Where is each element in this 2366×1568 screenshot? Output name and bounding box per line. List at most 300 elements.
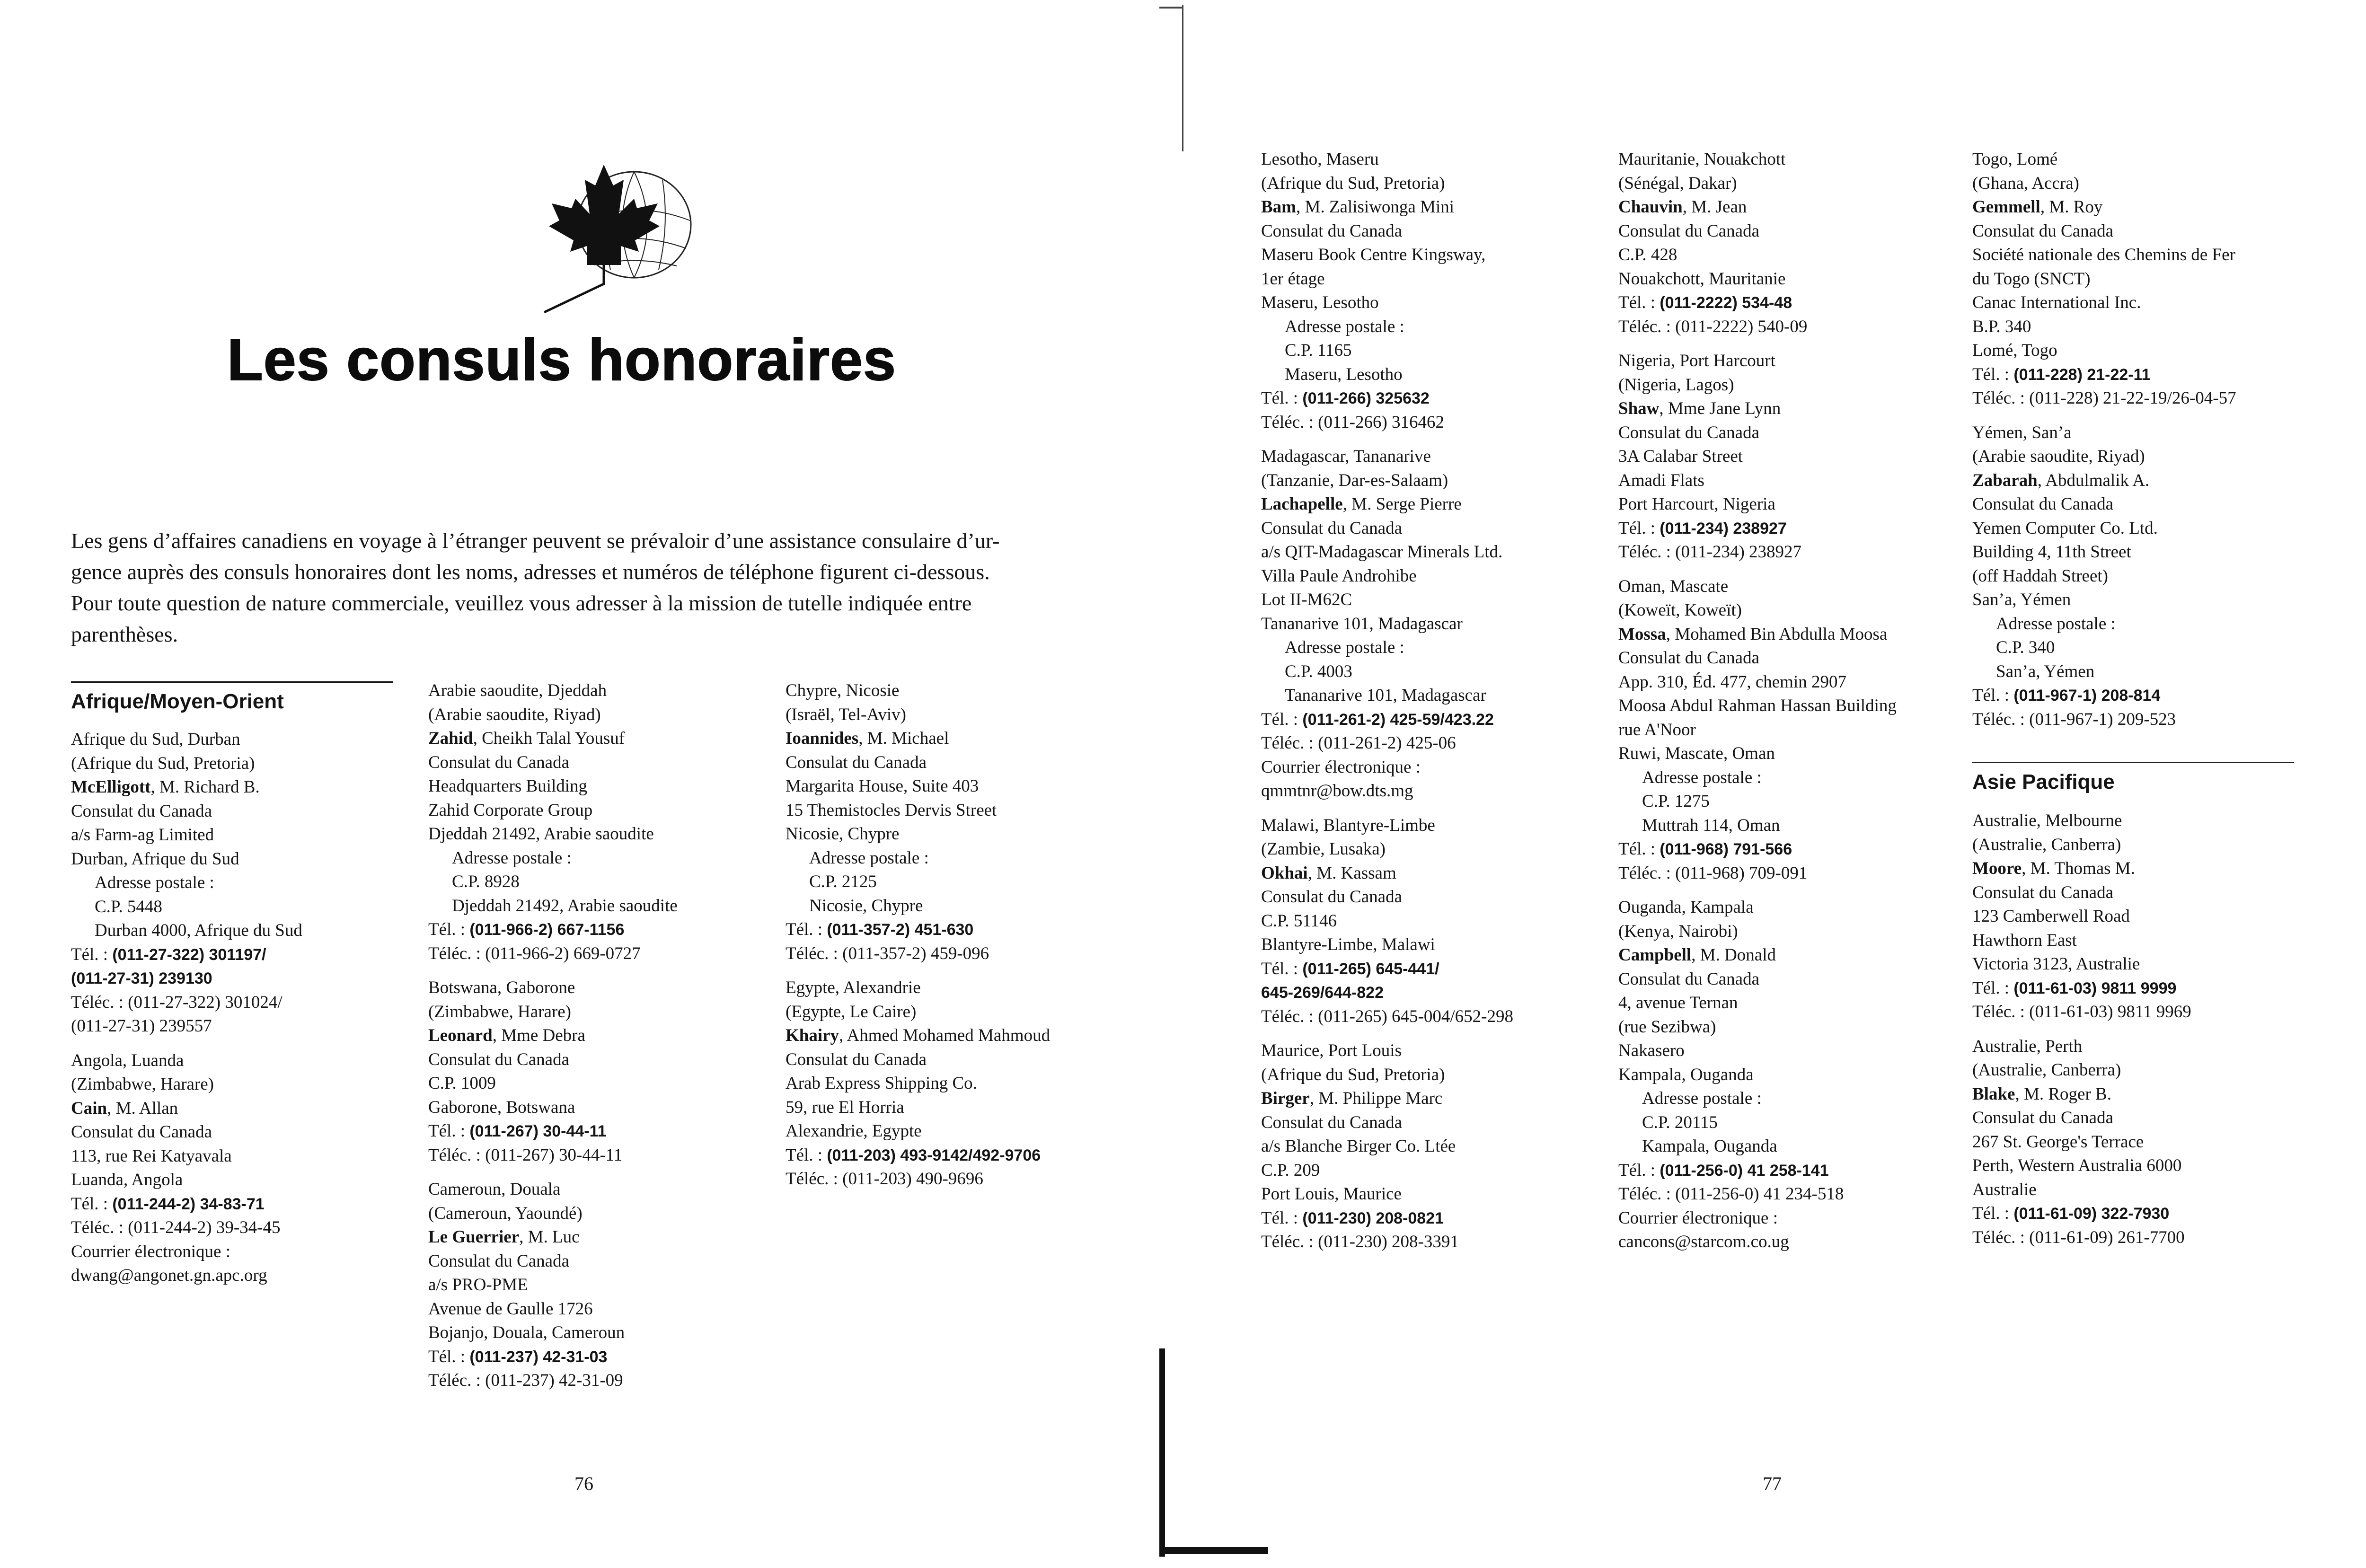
entry-text: Kampala, Ouganda [1642,1136,1777,1156]
consul-name: Zahid [428,729,473,748]
phone-label: Tél. : [786,920,827,939]
entry-text: Adresse postale : [95,873,214,892]
entry-line [428,1369,759,1393]
consul-title: , Mohamed Bin Abdulla Moosa [1666,624,1888,644]
entry-text: Tananarive 101, Madagascar [1285,686,1486,705]
entry-line [1618,837,1959,862]
entry-line [1618,148,1959,172]
entry-line [1972,833,2360,857]
consul-name: Campbell [1618,945,1692,965]
entry-text: App. 310, Éd. 477, chemin 2907 [1618,672,1846,692]
consul-name: Gemmell [1972,197,2040,217]
entry-line [1972,977,2360,1001]
entry-line [1972,660,2360,684]
entry-text: Téléc. : (011-228) 21-22-19/26-04-57 [1972,388,2236,408]
entry-text: Téléc. : (011-234) 238927 [1618,542,1802,562]
entry-text: (Israël, Tel-Aviv) [786,705,906,724]
entry-line [1261,315,1602,339]
entry-text: Maseru, Lesotho [1285,364,1403,384]
consul-name: McElligott [71,777,151,797]
entry-text: du Togo (SNCT) [1972,269,2091,289]
entry-text: Téléc. : (011-261-2) 425-06 [1261,733,1456,753]
entry-line [428,1000,759,1024]
entry-line [1618,445,1959,469]
entry-text: (Arabie saoudite, Riyad) [428,705,601,724]
entry-line [428,1178,759,1202]
entry-line [1618,172,1959,196]
entry-line [1261,837,1602,862]
entry-line [786,894,1145,918]
consul-entry [1972,421,2360,732]
entry-text: Bojanjo, Douala, Cameroun [428,1323,625,1342]
entry-line [1261,779,1602,803]
entry-text: 59, rue El Horria [786,1097,904,1117]
consul-entry [1261,445,1602,803]
entry-line [1972,291,2360,315]
entry-line [1618,349,1959,373]
entry-line [1261,684,1602,708]
entry-line [1972,172,2360,196]
phone-number: (011-27-322) 301197/ [112,945,266,964]
section-divider [71,681,393,683]
entry-text: Maseru Book Centre Kingsway, [1261,245,1486,264]
entry-line [71,1192,402,1216]
consul-title: , M. Allan [107,1098,178,1118]
entry-text: Consulat du Canada [1972,221,2114,241]
entry-text: Téléc. : (011-267) 30-44-11 [428,1145,623,1165]
entry-text: Yémen, San’a [1972,423,2072,442]
entry-text: Téléc. : (011-968) 709-091 [1618,863,1808,883]
entry-text: (Tanzanie, Dar-es-Salaam) [1261,470,1448,490]
intro-line: Les gens d’affaires canadiens en voyage à l’étranger peuvent se prévaloir d’une assistance consulaire d’ur- [71,529,1000,553]
entry-line [1261,1087,1602,1111]
phone-number: (011-968) 791-566 [1660,840,1792,858]
entry-line [428,1072,759,1096]
entry-line [786,822,1145,846]
entry-line [71,823,402,847]
entry-text: Adresse postale : [1285,638,1404,657]
entry-line [428,1119,759,1144]
entry-text: Australie, Perth [1972,1036,2083,1056]
entry-text: C.P. 209 [1261,1160,1320,1180]
entry-text: Durban, Afrique du Sud [71,849,239,869]
entry-line [1261,731,1602,756]
phone-label: Tél. : [1972,1204,2014,1223]
entry-line [1972,1202,2360,1226]
entry-line [1972,1154,2360,1178]
entry-line [1618,291,1959,315]
entry-line [1261,148,1602,172]
entry-text: C.P. 1275 [1642,792,1710,811]
entry-line [1261,1039,1602,1063]
entry-line [1972,243,2360,267]
entry-line [1972,1226,2360,1250]
entry-line [1618,718,1959,742]
phone-label: Tél. : [786,1145,827,1165]
entry-text: Adresse postale : [1642,1089,1762,1108]
entry-line [428,822,759,846]
maple-leaf-globe-icon [492,128,700,317]
entry-text: 15 Themistocles Dervis Street [786,800,997,820]
gutter-tick [1159,7,1183,9]
entry-line [1261,339,1602,363]
entry-line [428,1048,759,1072]
entry-line [1972,339,2360,363]
entry-text: dwang@angonet.gn.apc.org [71,1266,267,1285]
entry-line [1261,862,1602,886]
entry-line [1972,469,2360,493]
consul-entry [1618,148,1959,339]
entry-line [71,1073,402,1097]
directory-column [1261,148,1602,1265]
entry-text: (Egypte, Le Caire) [786,1002,917,1022]
entry-line [1618,920,1959,944]
entry-text: Headquarters Building [428,776,587,796]
entry-line [71,1240,402,1264]
entry-text: Canac International Inc. [1972,293,2141,312]
entry-text: Luanda, Angola [71,1170,183,1189]
entry-line [1261,588,1602,612]
entry-line [71,1120,402,1145]
entry-line [1618,670,1959,695]
entry-text: Madagascar, Tananarive [1261,447,1431,466]
entry-line [1261,517,1602,541]
entry-text: Port Louis, Maurice [1261,1184,1402,1204]
entry-text: Nicosie, Chypre [786,824,900,844]
entry-text: C.P. 428 [1618,245,1677,264]
entry-text: Consulat du Canada [1261,887,1403,907]
entry-text: Société nationale des Chemins de Fer [1972,245,2235,264]
entry-text: Courrier électronique : [1618,1208,1778,1228]
entry-text: Consulat du Canada [1261,221,1403,241]
entry-line [428,1321,759,1345]
entry-line [1618,421,1959,445]
consul-entry [1618,349,1959,564]
entry-line [1261,469,1602,493]
entry-line [71,943,402,967]
directory-column [786,679,1145,1202]
consul-title: , Cheikh Talal Yousuf [473,729,625,748]
consul-name: Ioannides [786,729,859,748]
entry-line [1618,862,1959,886]
intro-line: Pour toute question de nature commerciale, veuillez vous adresser à la mission de tutelle indiquée entre [71,591,972,615]
entry-text: Téléc. : (011-967-1) 209-523 [1972,709,2176,729]
section-heading-afrique-moyen-orient: Afrique/Moyen-Orient [71,690,284,713]
entry-line [786,1000,1145,1024]
entry-text: Moosa Abdul Rahman Hassan Building [1618,696,1897,715]
entry-text: San’a, Yémen [1996,661,2095,681]
consul-entry [1972,1035,2360,1250]
phone-number: (011-967-1) 208-814 [2013,687,2161,705]
entry-line [1261,981,1602,1005]
entry-line [1261,363,1602,387]
entry-text: Consulat du Canada [786,752,927,772]
entry-line [786,1072,1145,1096]
entry-text: Consulat du Canada [1618,423,1760,442]
entry-text: Alexandrie, Egypte [786,1121,922,1141]
intro-paragraph [71,525,1093,650]
entry-line [1618,623,1959,647]
entry-text: (Arabie saoudite, Riyad) [1972,447,2145,466]
consul-title: , Mme Jane Lynn [1659,399,1781,418]
entry-text: Adresse postale : [1996,614,2116,634]
entry-line [1261,1159,1602,1183]
entry-text: Zahid Corporate Group [428,800,593,820]
consul-name: Shaw [1618,399,1660,418]
consul-entry [71,1049,402,1288]
entry-text: Consulat du Canada [71,1122,212,1142]
entry-text: Téléc. : (011-61-09) 261-7700 [1972,1227,2185,1247]
directory-column [71,728,402,1298]
entry-text: cancons@starcom.co.ug [1618,1232,1789,1251]
entry-line [1972,1000,2360,1024]
consul-name: Birger [1261,1089,1310,1108]
entry-line [1972,445,2360,469]
entry-line [71,895,402,919]
entry-line [1618,1039,1959,1063]
entry-text: Muttrah 114, Oman [1642,815,1780,835]
phone-label: Tél. : [1261,709,1303,729]
entry-text: (Ghana, Accra) [1972,173,2079,193]
entry-line [1972,387,2360,411]
consul-title: , M. Roy [2040,197,2103,217]
entry-line [1261,243,1602,267]
entry-line [1618,1111,1959,1135]
entry-text: (011-27-31) 239557 [71,1016,212,1036]
entry-line [71,919,402,943]
entry-text: Nicosie, Chypre [809,896,923,916]
intro-line: gence auprès des consuls honoraires dont les noms, adresses et numéros de téléphone figurent ci-dessous. [71,560,990,584]
consul-name: Cain [71,1098,107,1118]
entry-text: Téléc. : (011-266) 316462 [1261,412,1445,432]
entry-text: 4, avenue Ternan [1618,993,1738,1013]
entry-text: Togo, Lomé [1972,150,2058,169]
consul-name: Chauvin [1618,197,1683,217]
entry-line [71,991,402,1015]
entry-text: Courrier électronique : [1261,757,1421,777]
entry-line [1972,708,2360,732]
consul-entry [428,679,759,966]
consul-name: Lachapelle [1261,494,1343,514]
consul-title: , M. Serge Pierre [1342,494,1462,514]
entry-text: Téléc. : (011-237) 42-31-09 [428,1371,623,1390]
entry-text: (Afrique du Sud, Pretoria) [71,753,255,773]
entry-line [786,1048,1145,1072]
entry-line [1972,267,2360,291]
entry-text: Tananarive 101, Madagascar [1261,614,1463,634]
entry-line [1618,694,1959,718]
entry-text: Consulat du Canada [428,1049,570,1069]
entry-line [1261,1230,1602,1254]
entry-line [1972,195,2360,220]
entry-text: Port Harcourt, Nigeria [1618,494,1775,514]
entry-text: Nakasero [1618,1041,1685,1060]
entry-line [1618,766,1959,790]
entry-text: Téléc. : (011-244-2) 39-34-45 [71,1218,281,1237]
entry-line [1618,243,1959,267]
entry-line [1261,885,1602,909]
directory-column [1972,809,2360,1260]
entry-line [1972,1058,2360,1083]
entry-text: Maurice, Port Louis [1261,1041,1402,1060]
entry-line [1261,267,1602,291]
consul-entry [786,679,1145,966]
entry-line [786,1144,1145,1168]
phone-number: (011-234) 238927 [1660,519,1787,537]
entry-line [1618,742,1959,766]
entry-line [1618,397,1959,421]
entry-line [1261,564,1602,589]
entry-line [71,1097,402,1121]
entry-line [428,1273,759,1297]
entry-line [786,942,1145,966]
consul-title: , M. Philippe Marc [1309,1089,1443,1108]
entry-text: Building 4, 11th Street [1972,542,2131,562]
entry-line [1618,599,1959,623]
entry-line [786,727,1145,751]
consul-title: , M. Thomas M. [2022,859,2135,878]
consul-title: , M. Donald [1691,945,1776,965]
entry-line [428,1250,759,1274]
entry-text: Villa Paule Androhibe [1261,566,1417,586]
entry-text: (Nigeria, Lagos) [1618,375,1734,395]
entry-line [1261,660,1602,684]
entry-text: C.P. 2125 [809,872,877,891]
consul-entry [1972,148,2360,411]
entry-text: Consulat du Canada [1972,882,2114,902]
consul-title: , Ahmed Mohamed Mahmoud [839,1026,1051,1045]
entry-line [1261,1063,1602,1087]
entry-text: qmmtnr@bow.dts.mg [1261,781,1413,801]
entry-text: Consulat du Canada [786,1049,927,1069]
entry-line [1261,612,1602,636]
entry-text: Nouakchott, Mauritanie [1618,269,1786,289]
entry-line [1261,636,1602,660]
entry-line [1618,469,1959,493]
phone-number: (011-230) 208-0821 [1302,1209,1444,1227]
entry-text: Malawi, Blantyre-Limbe [1261,815,1435,835]
entry-line [71,1049,402,1073]
phone-number: (011-265) 645-441/ [1302,960,1439,978]
entry-text: San’a, Yémen [1972,590,2071,609]
consul-title: , M. Zalisiwonga Mini [1296,197,1455,217]
entry-line [1261,411,1602,435]
entry-line [1261,1111,1602,1135]
entry-line [1618,1159,1959,1183]
entry-line [428,799,759,823]
entry-line [786,1167,1145,1191]
consul-entry [1618,896,1959,1254]
entry-text: (Australie, Canberra) [1972,835,2121,854]
phone-number: (011-267) 30-44-11 [469,1122,607,1140]
entry-line [428,894,759,918]
entry-text: Afrique du Sud, Durban [71,730,240,749]
entry-text: a/s Farm-ag Limited [71,825,214,845]
consul-name: Zabarah [1972,470,2038,490]
entry-text: (Zimbabwe, Harare) [71,1075,214,1094]
consul-name: Le Guerrier [428,1227,520,1247]
entry-line [1972,809,2360,833]
entry-line [786,976,1145,1000]
entry-text: Téléc. : (011-27-322) 301024/ [71,992,283,1012]
entry-text: C.P. 4003 [1285,661,1352,681]
entry-text: C.P. 1165 [1285,341,1352,360]
phone-number: (011-203) 493-9142/492-9706 [827,1146,1041,1164]
entry-line [1261,387,1602,411]
phone-label: Tél. : [1972,364,2014,384]
entry-line [1618,517,1959,541]
entry-line [71,728,402,752]
phone-label: Tél. : [1972,978,2014,998]
phone-label: Tél. : [1618,293,1660,312]
entry-line [1618,220,1959,244]
entry-text: a/s Blanche Birger Co. Ltée [1261,1136,1456,1156]
entry-text: a/s PRO-PME [428,1275,528,1295]
entry-text: Adresse postale : [1642,767,1762,787]
entry-text: Hawthorn East [1972,930,2077,950]
directory-column [1972,148,2360,742]
entry-line [1972,1083,2360,1107]
entry-line [1618,814,1959,838]
entry-line [1261,1182,1602,1207]
entry-line [71,775,402,800]
entry-line [1972,1106,2360,1130]
phone-number: (011-261-2) 425-59/423.22 [1302,710,1494,729]
entry-line [428,846,759,871]
consul-name: Okhai [1261,863,1308,883]
entry-line [1972,684,2360,708]
entry-text: Margarita House, Suite 403 [786,776,979,796]
entry-line [1618,1063,1959,1087]
entry-line [428,775,759,799]
phone-number: (011-2222) 534-48 [1660,294,1792,312]
consul-entry [1261,814,1602,1029]
entry-line [428,918,759,942]
entry-line [428,1297,759,1321]
phone-label: Tél. : [428,1347,470,1366]
entry-line [1618,896,1959,920]
entry-text: C.P. 1009 [428,1074,496,1093]
consul-title: , M. Michael [858,729,949,748]
consul-entry [1972,809,2360,1024]
entry-line [1261,909,1602,934]
consul-title: , M. Jean [1682,197,1747,217]
intro-line: parenthèses. [71,622,178,646]
entry-line [71,1216,402,1240]
entry-text: Botswana, Gaborone [428,978,575,997]
entry-line [786,1119,1145,1144]
phone-number: (011-237) 42-31-03 [469,1348,608,1366]
consul-name: Blake [1972,1084,2015,1104]
entry-text: (Zambie, Lusaka) [1261,839,1386,859]
section-divider [1972,762,2294,763]
entry-line [1261,957,1602,981]
entry-text: Lomé, Togo [1972,341,2057,360]
consul-title: , M. Richard B. [150,777,260,797]
entry-text: Consulat du Canada [428,1251,570,1271]
entry-line [428,1345,759,1369]
entry-line [1261,493,1602,517]
entry-text: Yemen Computer Co. Ltd. [1972,518,2158,538]
entry-text: Adresse postale : [452,848,572,868]
entry-line [1618,1087,1959,1111]
entry-text: Djeddah 21492, Arabie saoudite [428,824,654,844]
entry-text: 267 St. George's Terrace [1972,1132,2144,1152]
entry-line [71,1145,402,1169]
entry-text: C.P. 340 [1996,638,2055,657]
entry-line [1618,646,1959,670]
entry-line [71,847,402,872]
